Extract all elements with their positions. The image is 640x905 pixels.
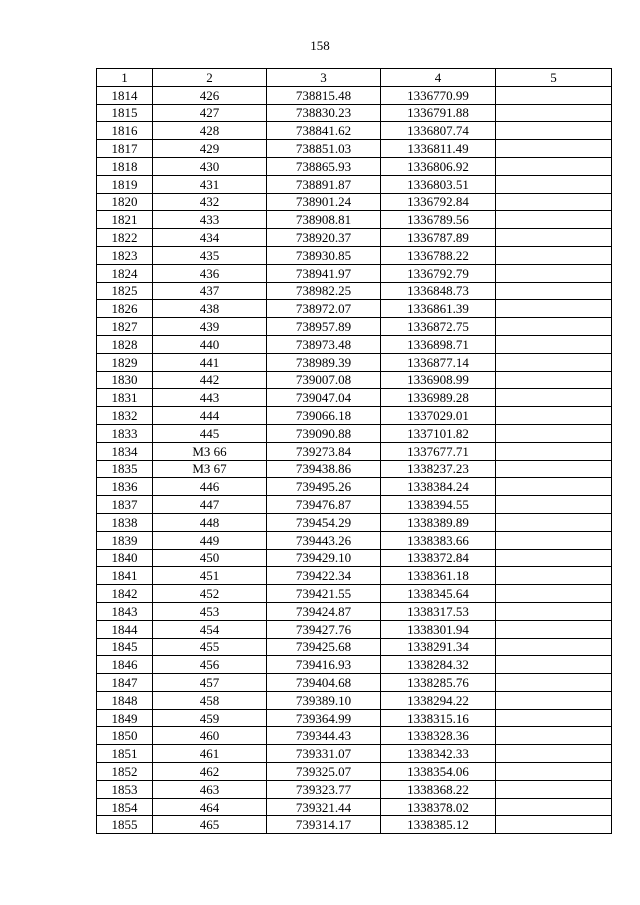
y-coordinate-cell: 1337029.01: [381, 407, 496, 425]
x-coordinate-cell: 739325.07: [267, 763, 381, 781]
table-row: [97, 104, 612, 122]
point-id-cell: 429: [153, 140, 267, 158]
note-cell: [496, 442, 612, 460]
note-cell: [496, 264, 612, 282]
row-number-cell: 1819: [97, 175, 153, 193]
point-id-cell: 452: [153, 585, 267, 603]
row-number-cell: 1816: [97, 122, 153, 140]
note-cell: [496, 407, 612, 425]
table-row: [97, 353, 612, 371]
header-cell-1: 1: [97, 69, 153, 87]
point-id-cell: 439: [153, 318, 267, 336]
point-id-cell: 463: [153, 780, 267, 798]
page-number: 158: [310, 38, 330, 53]
point-id-cell: 457: [153, 674, 267, 692]
y-coordinate-cell: 1338368.22: [381, 780, 496, 798]
point-id-cell: 433: [153, 211, 267, 229]
x-coordinate-cell: 739416.93: [267, 656, 381, 674]
point-id-cell: 436: [153, 264, 267, 282]
table-row: [97, 567, 612, 585]
x-coordinate-cell: 738815.48: [267, 86, 381, 104]
row-number-cell: 1826: [97, 300, 153, 318]
point-id-cell: 432: [153, 193, 267, 211]
x-coordinate-cell: 738920.37: [267, 229, 381, 247]
x-coordinate-cell: 738841.62: [267, 122, 381, 140]
row-number-cell: 1846: [97, 656, 153, 674]
row-number-cell: 1840: [97, 549, 153, 567]
x-coordinate-cell: 739007.08: [267, 371, 381, 389]
note-cell: [496, 745, 612, 763]
row-number-cell: 1823: [97, 246, 153, 264]
y-coordinate-cell: 1338378.02: [381, 798, 496, 816]
row-number-cell: 1839: [97, 531, 153, 549]
y-coordinate-cell: 1338389.89: [381, 513, 496, 531]
x-coordinate-cell: 739438.86: [267, 460, 381, 478]
point-id-cell: 441: [153, 353, 267, 371]
row-number-cell: 1844: [97, 620, 153, 638]
y-coordinate-cell: 1337101.82: [381, 424, 496, 442]
row-number-cell: 1855: [97, 816, 153, 834]
note-cell: [496, 709, 612, 727]
y-coordinate-cell: 1336791.88: [381, 104, 496, 122]
table-row: [97, 763, 612, 781]
row-number-cell: 1824: [97, 264, 153, 282]
x-coordinate-cell: 738982.25: [267, 282, 381, 300]
note-cell: [496, 602, 612, 620]
y-coordinate-cell: 1336848.73: [381, 282, 496, 300]
row-number-cell: 1841: [97, 567, 153, 585]
x-coordinate-cell: 738908.81: [267, 211, 381, 229]
row-number-cell: 1836: [97, 478, 153, 496]
note-cell: [496, 638, 612, 656]
table-row: [97, 389, 612, 407]
point-id-cell: 434: [153, 229, 267, 247]
x-coordinate-cell: 738930.85: [267, 246, 381, 264]
table-row: [97, 656, 612, 674]
point-id-cell: 437: [153, 282, 267, 300]
y-coordinate-cell: 1338384.24: [381, 478, 496, 496]
note-cell: [496, 300, 612, 318]
point-id-cell: 453: [153, 602, 267, 620]
table-row: [97, 602, 612, 620]
table-row: [97, 745, 612, 763]
y-coordinate-cell: 1338342.33: [381, 745, 496, 763]
row-number-cell: 1837: [97, 496, 153, 514]
table-row: [97, 300, 612, 318]
note-cell: [496, 798, 612, 816]
row-number-cell: 1830: [97, 371, 153, 389]
x-coordinate-cell: 739273.84: [267, 442, 381, 460]
point-id-cell: 426: [153, 86, 267, 104]
row-number-cell: 1834: [97, 442, 153, 460]
point-id-cell: 460: [153, 727, 267, 745]
table-row: [97, 709, 612, 727]
note-cell: [496, 531, 612, 549]
point-id-cell: 435: [153, 246, 267, 264]
y-coordinate-cell: 1338394.55: [381, 496, 496, 514]
row-number-cell: 1845: [97, 638, 153, 656]
y-coordinate-cell: 1338285.76: [381, 674, 496, 692]
table-row: [97, 531, 612, 549]
point-id-cell: 451: [153, 567, 267, 585]
row-number-cell: 1832: [97, 407, 153, 425]
row-number-cell: 1821: [97, 211, 153, 229]
note-cell: [496, 229, 612, 247]
y-coordinate-cell: 1338345.64: [381, 585, 496, 603]
row-number-cell: 1848: [97, 691, 153, 709]
row-number-cell: 1853: [97, 780, 153, 798]
table-row: [97, 780, 612, 798]
row-number-cell: 1814: [97, 86, 153, 104]
table-row: [97, 122, 612, 140]
x-coordinate-cell: 739404.68: [267, 674, 381, 692]
row-number-cell: 1825: [97, 282, 153, 300]
point-id-cell: 428: [153, 122, 267, 140]
note-cell: [496, 371, 612, 389]
y-coordinate-cell: 1336908.99: [381, 371, 496, 389]
y-coordinate-cell: 1336811.49: [381, 140, 496, 158]
table-row: [97, 282, 612, 300]
table-row: [97, 816, 612, 834]
row-number-cell: 1838: [97, 513, 153, 531]
table-row: [97, 549, 612, 567]
table-row: [97, 86, 612, 104]
point-id-cell: 445: [153, 424, 267, 442]
note-cell: [496, 193, 612, 211]
note-cell: [496, 691, 612, 709]
table-row: [97, 478, 612, 496]
y-coordinate-cell: 1338354.06: [381, 763, 496, 781]
table-row: [97, 442, 612, 460]
point-id-cell: 430: [153, 157, 267, 175]
x-coordinate-cell: 739364.99: [267, 709, 381, 727]
y-coordinate-cell: 1338291.34: [381, 638, 496, 656]
coordinates-table: [96, 68, 612, 834]
table-row: [97, 691, 612, 709]
table-row: [97, 727, 612, 745]
table-row: [97, 638, 612, 656]
note-cell: [496, 816, 612, 834]
table-header-row: [97, 69, 612, 87]
row-number-cell: 1835: [97, 460, 153, 478]
note-cell: [496, 620, 612, 638]
table-row: [97, 193, 612, 211]
y-coordinate-cell: 1338361.18: [381, 567, 496, 585]
note-cell: [496, 656, 612, 674]
x-coordinate-cell: 739421.55: [267, 585, 381, 603]
note-cell: [496, 104, 612, 122]
note-cell: [496, 211, 612, 229]
table-row: [97, 798, 612, 816]
y-coordinate-cell: 1336989.28: [381, 389, 496, 407]
row-number-cell: 1850: [97, 727, 153, 745]
note-cell: [496, 478, 612, 496]
x-coordinate-cell: 739090.88: [267, 424, 381, 442]
y-coordinate-cell: 1336789.56: [381, 211, 496, 229]
row-number-cell: 1817: [97, 140, 153, 158]
x-coordinate-cell: 739427.76: [267, 620, 381, 638]
x-coordinate-cell: 738941.97: [267, 264, 381, 282]
x-coordinate-cell: 739321.44: [267, 798, 381, 816]
row-number-cell: 1818: [97, 157, 153, 175]
row-number-cell: 1854: [97, 798, 153, 816]
note-cell: [496, 496, 612, 514]
point-id-cell: 458: [153, 691, 267, 709]
x-coordinate-cell: 739389.10: [267, 691, 381, 709]
point-id-cell: 459: [153, 709, 267, 727]
y-coordinate-cell: 1338294.22: [381, 691, 496, 709]
table-row: [97, 318, 612, 336]
y-coordinate-cell: 1338328.36: [381, 727, 496, 745]
y-coordinate-cell: 1336877.14: [381, 353, 496, 371]
row-number-cell: 1829: [97, 353, 153, 371]
x-coordinate-cell: 739323.77: [267, 780, 381, 798]
y-coordinate-cell: 1338372.84: [381, 549, 496, 567]
point-id-cell: 442: [153, 371, 267, 389]
x-coordinate-cell: 739476.87: [267, 496, 381, 514]
table-row: [97, 460, 612, 478]
note-cell: [496, 567, 612, 585]
point-id-cell: 464: [153, 798, 267, 816]
point-id-cell: МЗ 67: [153, 460, 267, 478]
point-id-cell: МЗ 66: [153, 442, 267, 460]
x-coordinate-cell: 738973.48: [267, 335, 381, 353]
row-number-cell: 1849: [97, 709, 153, 727]
y-coordinate-cell: 1338237.23: [381, 460, 496, 478]
point-id-cell: 456: [153, 656, 267, 674]
note-cell: [496, 549, 612, 567]
point-id-cell: 447: [153, 496, 267, 514]
row-number-cell: 1852: [97, 763, 153, 781]
table-row: [97, 513, 612, 531]
point-id-cell: 465: [153, 816, 267, 834]
y-coordinate-cell: 1336872.75: [381, 318, 496, 336]
x-coordinate-cell: 738891.87: [267, 175, 381, 193]
table-body: [97, 86, 612, 833]
point-id-cell: 454: [153, 620, 267, 638]
point-id-cell: 455: [153, 638, 267, 656]
table-row: [97, 335, 612, 353]
point-id-cell: 461: [153, 745, 267, 763]
note-cell: [496, 674, 612, 692]
table-row: [97, 371, 612, 389]
x-coordinate-cell: 739331.07: [267, 745, 381, 763]
note-cell: [496, 122, 612, 140]
table-row: [97, 175, 612, 193]
x-coordinate-cell: 739425.68: [267, 638, 381, 656]
table-row: [97, 246, 612, 264]
x-coordinate-cell: 738865.93: [267, 157, 381, 175]
y-coordinate-cell: 1338315.16: [381, 709, 496, 727]
table-row: [97, 674, 612, 692]
y-coordinate-cell: 1336806.92: [381, 157, 496, 175]
y-coordinate-cell: 1336898.71: [381, 335, 496, 353]
note-cell: [496, 318, 612, 336]
x-coordinate-cell: 738830.23: [267, 104, 381, 122]
row-number-cell: 1851: [97, 745, 153, 763]
x-coordinate-cell: 739443.26: [267, 531, 381, 549]
y-coordinate-cell: 1336787.89: [381, 229, 496, 247]
point-id-cell: 427: [153, 104, 267, 122]
row-number-cell: 1822: [97, 229, 153, 247]
table-row: [97, 585, 612, 603]
y-coordinate-cell: 1336788.22: [381, 246, 496, 264]
note-cell: [496, 140, 612, 158]
x-coordinate-cell: 739429.10: [267, 549, 381, 567]
note-cell: [496, 460, 612, 478]
y-coordinate-cell: 1336807.74: [381, 122, 496, 140]
note-cell: [496, 424, 612, 442]
x-coordinate-cell: 738972.07: [267, 300, 381, 318]
table-row: [97, 620, 612, 638]
x-coordinate-cell: 739066.18: [267, 407, 381, 425]
row-number-cell: 1833: [97, 424, 153, 442]
table-row: [97, 264, 612, 282]
note-cell: [496, 86, 612, 104]
x-coordinate-cell: 739424.87: [267, 602, 381, 620]
x-coordinate-cell: 738901.24: [267, 193, 381, 211]
table-row: [97, 211, 612, 229]
y-coordinate-cell: 1338284.32: [381, 656, 496, 674]
note-cell: [496, 157, 612, 175]
point-id-cell: 449: [153, 531, 267, 549]
header-cell-2: 2: [153, 69, 267, 87]
x-coordinate-cell: 739047.04: [267, 389, 381, 407]
y-coordinate-cell: 1338385.12: [381, 816, 496, 834]
point-id-cell: 450: [153, 549, 267, 567]
point-id-cell: 440: [153, 335, 267, 353]
table-row: [97, 157, 612, 175]
x-coordinate-cell: 739454.29: [267, 513, 381, 531]
y-coordinate-cell: 1336861.39: [381, 300, 496, 318]
table-row: [97, 424, 612, 442]
row-number-cell: 1828: [97, 335, 153, 353]
y-coordinate-cell: 1336803.51: [381, 175, 496, 193]
note-cell: [496, 513, 612, 531]
point-id-cell: 443: [153, 389, 267, 407]
row-number-cell: 1843: [97, 602, 153, 620]
note-cell: [496, 335, 612, 353]
x-coordinate-cell: 739314.17: [267, 816, 381, 834]
y-coordinate-cell: 1336770.99: [381, 86, 496, 104]
header-cell-3: 3: [267, 69, 381, 87]
x-coordinate-cell: 738851.03: [267, 140, 381, 158]
y-coordinate-cell: 1337677.71: [381, 442, 496, 460]
note-cell: [496, 780, 612, 798]
table-row: [97, 140, 612, 158]
table-row: [97, 229, 612, 247]
note-cell: [496, 282, 612, 300]
point-id-cell: 438: [153, 300, 267, 318]
point-id-cell: 462: [153, 763, 267, 781]
y-coordinate-cell: 1338317.53: [381, 602, 496, 620]
header-cell-5: 5: [496, 69, 612, 87]
row-number-cell: 1827: [97, 318, 153, 336]
y-coordinate-cell: 1338301.94: [381, 620, 496, 638]
note-cell: [496, 727, 612, 745]
note-cell: [496, 763, 612, 781]
point-id-cell: 444: [153, 407, 267, 425]
table-row: [97, 407, 612, 425]
row-number-cell: 1831: [97, 389, 153, 407]
x-coordinate-cell: 739344.43: [267, 727, 381, 745]
x-coordinate-cell: 739495.26: [267, 478, 381, 496]
y-coordinate-cell: 1336792.84: [381, 193, 496, 211]
point-id-cell: 448: [153, 513, 267, 531]
header-cell-4: 4: [381, 69, 496, 87]
y-coordinate-cell: 1336792.79: [381, 264, 496, 282]
x-coordinate-cell: 739422.34: [267, 567, 381, 585]
note-cell: [496, 353, 612, 371]
note-cell: [496, 175, 612, 193]
y-coordinate-cell: 1338383.66: [381, 531, 496, 549]
note-cell: [496, 389, 612, 407]
row-number-cell: 1815: [97, 104, 153, 122]
note-cell: [496, 585, 612, 603]
table-row: [97, 496, 612, 514]
x-coordinate-cell: 738989.39: [267, 353, 381, 371]
point-id-cell: 431: [153, 175, 267, 193]
row-number-cell: 1842: [97, 585, 153, 603]
note-cell: [496, 246, 612, 264]
row-number-cell: 1820: [97, 193, 153, 211]
point-id-cell: 446: [153, 478, 267, 496]
row-number-cell: 1847: [97, 674, 153, 692]
x-coordinate-cell: 738957.89: [267, 318, 381, 336]
